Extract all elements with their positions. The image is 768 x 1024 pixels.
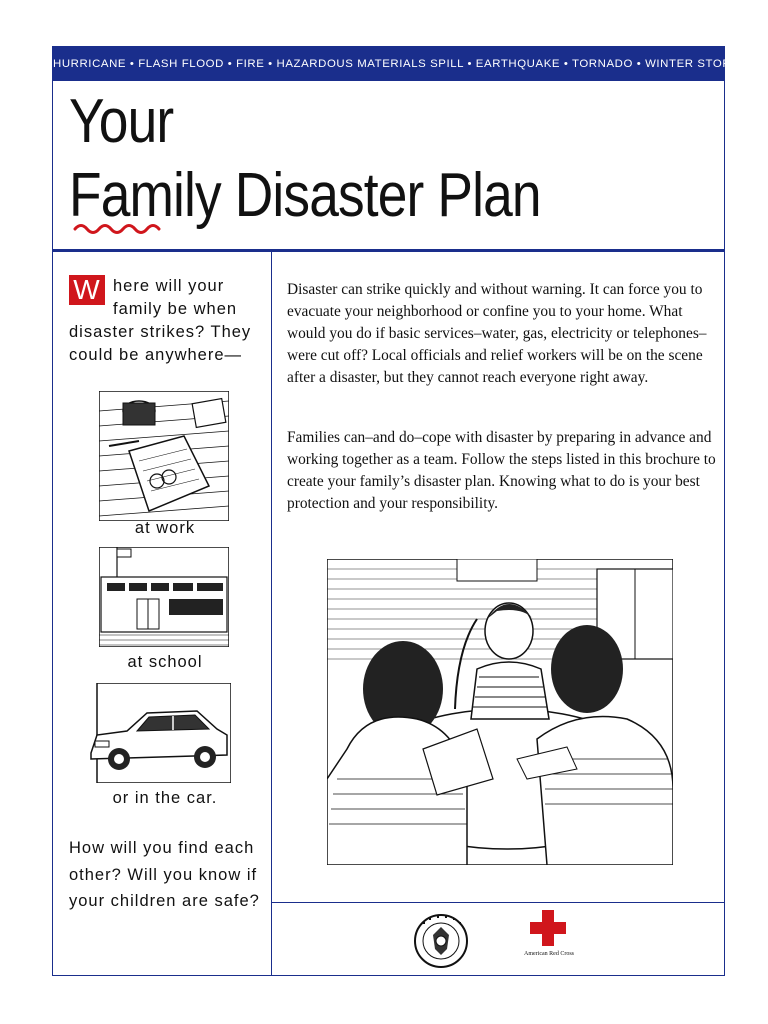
- title-rule: [53, 249, 724, 252]
- title-line-2: Family Disaster Plan: [69, 161, 541, 230]
- footer-divider: [272, 902, 724, 903]
- page-frame: [52, 46, 742, 976]
- caption-in-the-car: or in the car.: [112, 789, 218, 807]
- page-title: [69, 87, 617, 230]
- family-planning-illustration: [327, 559, 673, 865]
- sidebar-question: How will you find each other? Will you know if your children are safe?: [69, 839, 260, 910]
- drop-cap: W: [69, 275, 105, 305]
- fema-seal-icon: [413, 913, 469, 969]
- body-paragraph-2: Families can–and do–cope with disaster by preparing in advance and working together as a team. Follow the steps listed in this brochure to create your family’s disaster plan. Knowing what to do is your best protection and your responsibility.: [287, 429, 716, 512]
- work-desk-illustration: [99, 391, 229, 521]
- caption-at-school: at school: [127, 653, 203, 671]
- red-squiggle-decoration: [73, 220, 163, 234]
- school-building-illustration: [99, 547, 229, 647]
- red-cross-icon: [529, 909, 567, 947]
- sidebar-intro: [69, 275, 265, 367]
- column-divider: [271, 252, 272, 975]
- body-paragraph-1: Disaster can strike quickly and without warning. It can force you to evacuate your neighborhood or confine you to your home. What would you do if basic services–water, gas, electricity or telephones–were cut off? Local officials and relief workers will be on the scene after a disaster, but they cannot reach everyone right away.: [287, 281, 707, 386]
- red-cross-label: American Red Cross: [524, 951, 574, 957]
- hazard-banner: HURRICANE • FLASH FLOOD • FIRE • HAZARDOUS MATERIALS SPILL • EARTHQUAKE • TORNADO • WINTER STORM: [53, 47, 724, 81]
- caption-at-work: at work: [134, 519, 196, 537]
- title-line-1: Your: [69, 87, 174, 156]
- sidebar-intro-text: here will your family be when disaster strikes? They could be anywhere—: [69, 277, 252, 364]
- car-illustration: [87, 683, 231, 783]
